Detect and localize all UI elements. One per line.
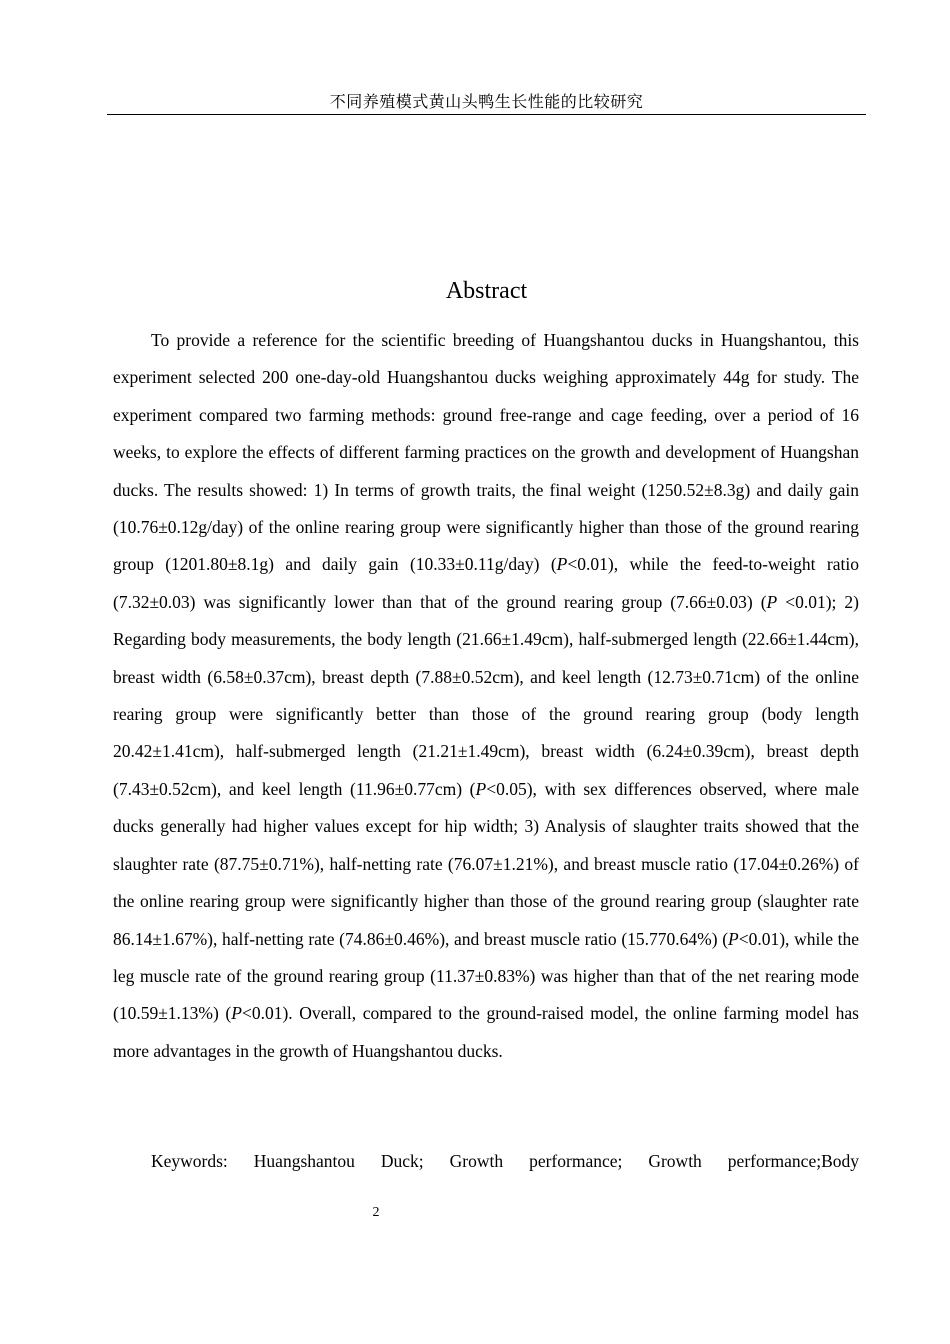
p-value-symbol: P — [766, 591, 778, 612]
abstract-text-segment: <0.01), while the leg muscle rate of the ground rearing group (11.37±0.83%) was higher than that of the net rearing mode (10.59±1.13%) ( — [113, 928, 859, 1024]
running-header — [107, 92, 866, 115]
p-value-symbol: P — [475, 778, 487, 799]
keywords-line: Keywords: Huangshantou Duck; Growth performance; Growth performance;Body — [151, 1151, 859, 1171]
running-title: 不同养殖模式黄山头鸭生长性能的比较研究 — [329, 92, 644, 111]
abstract-text-segment: <0.01). Overall, compared to the ground-raised model, the online farming model has more advantages in the growth of Huangshantou ducks. — [113, 1003, 859, 1061]
p-value-symbol: P — [728, 928, 739, 949]
p-value-symbol: P — [231, 1003, 242, 1024]
abstract-text-segment: <0.01), while the feed-to-weight ratio (7.32±0.03) was significantly lower than that of the ground rearing group (7.66±0.03) ( — [113, 554, 859, 612]
abstract-heading: Abstract — [445, 278, 528, 304]
abstract-text-segment: To provide a reference for the scientific breeding of Huangshantou ducks in Huangshantou, this experiment selected 200 one-day-old Huangshantou ducks weighing approximately 44g for study. The experiment compared two farming methods: ground free-range and cage feeding, over a period of 16 weeks, to explore the effects of different farming practices on the growth and development of Huangshan ducks. The results showed: 1) In terms of growth traits, the final weight (1250.52±8.3g) and daily gain (10.76±0.12g/day) of the online rearing group were significantly higher than those of the ground rearing group (1201.80±8.1g) and daily gain (10.33±0.11g/day) ( — [113, 330, 859, 575]
abstract-text-segment: <0.01); 2) Regarding body measurements, the body length (21.66±1.49cm), half-submerged length (22.66±1.44cm), breast width (6.58±0.37cm), breast depth (7.88±0.52cm), and keel length (12.73±0.71cm) of the online rearing group were significantly better than those of the ground rearing group (body length 20.42±1.41cm), half-submerged length (21.21±1.49cm), breast width (6.24±0.39cm), breast depth (7.43±0.52cm), and keel length (11.96±0.77cm) ( — [113, 591, 859, 799]
p-value-symbol: P — [556, 554, 568, 575]
page-number: 2 — [372, 1205, 380, 1220]
abstract-paragraph — [113, 322, 859, 1070]
abstract-text-segment: <0.05), with sex differences observed, where male ducks generally had higher values except for hip width; 3) Analysis of slaughter traits showed that the slaughter rate (87.75±0.71%), half-netting rate (76.07±1.21%), and breast muscle ratio (17.04±0.26%) of the online rearing group were significantly higher than those of the ground rearing group (slaughter rate 86.14±1.67%), half-netting rate (74.86±0.46%), and breast muscle ratio (15.770.64%) ( — [113, 778, 859, 949]
